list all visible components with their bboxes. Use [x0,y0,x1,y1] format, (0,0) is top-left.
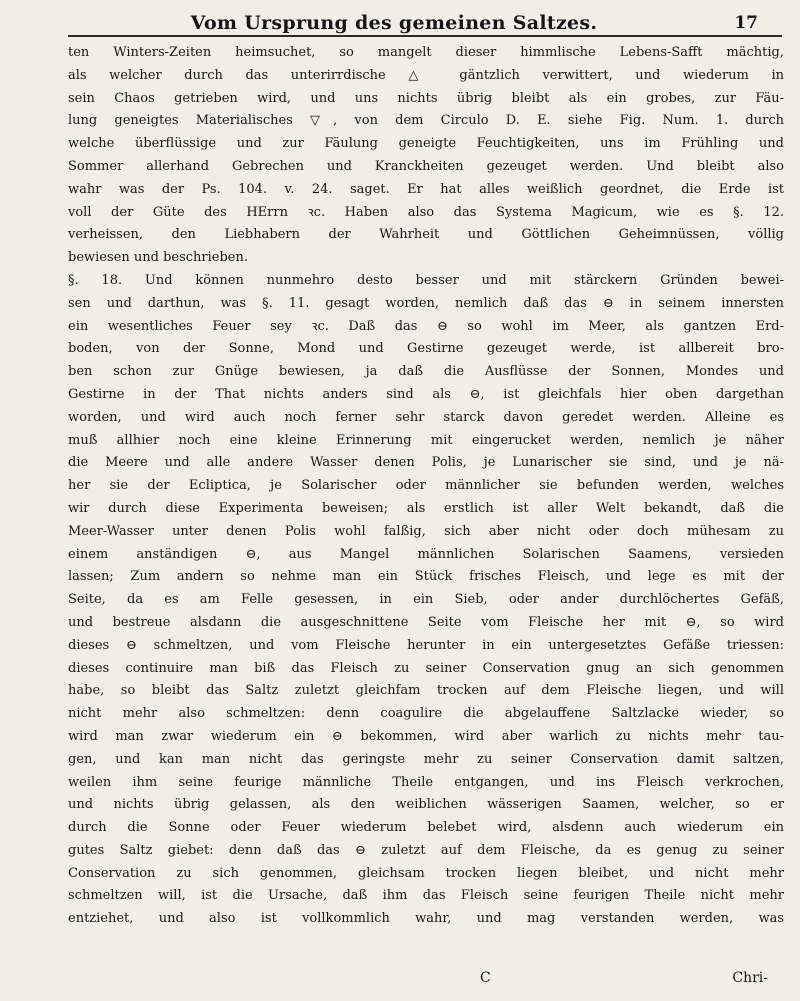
catchword: Chri- [732,970,768,986]
text-line: Gestirne in der That nichts anders sind als ⊖, ist gleichfals hier oben dargethan [68,386,784,402]
text-line: einem anständigen ⊖, aus Mangel männlichen Solarischen Saamens, versieden [68,546,784,562]
page-number: 17 [734,13,758,33]
text-line: Conservation zu sich genommen, gleichsam trocken liegen bleibet, und nicht mehr [68,865,784,881]
text-line: sein Chaos getrieben wird, und uns nichts übrig bleibt als ein grobes, zur Fäu- [68,90,784,106]
text-line: sen und darthun, was §. 11. gesagt worden, nemlich daß das ⊖ in seinem innersten [68,295,784,311]
text-line: worden, und wird auch noch ferner sehr starck davon geredet werden. Alleine es [68,409,784,425]
text-line: entziehet, und also ist vollkommlich wahr, und mag verstanden werden, was [68,911,784,927]
text-line: Seite, da es am Felle gesessen, in ein Sieb, oder ander durchlöchertes Gefäß, [68,592,784,608]
text-line: habe, so bleibt das Saltz zuletzt gleichfam trocken auf dem Fleische liegen, und will [68,683,784,699]
text-line: und bestreue alsdann die ausgeschnittene Seite vom Fleische her mit ⊖, so wird [68,614,784,630]
text-line: ten Winters-Zeiten heimsuchet, so mangelt dieser himmlische Lebens-Safft mächtig, [68,45,784,60]
text-line: lassen; Zum andern so nehme man ein Stück frisches Fleisch, und lege es mit der [68,569,784,585]
text-line: Meer-Wasser unter denen Polis wohl falßig, sich aber nicht oder doch mühesam zu [68,523,784,539]
text-line: die Meere und alle andere Wasser denen Polis, je Lunarischer sie sind, und je nä- [68,455,784,471]
text-line: durch die Sonne oder Feuer wiederum belebet wird, alsdenn auch wiederum ein [68,820,784,836]
text-line: muß allhier noch eine kleine Erinnerung mit eingerucket werden, nemlich je näher [68,432,784,448]
text-line: wir durch diese Experimenta beweisen; als erstlich ist aller Welt bekandt, daß die [68,500,784,516]
body-text [68,42,784,931]
text-line: nicht mehr also schmeltzen: denn coagulire die abgelauffene Saltzlacke wieder, so [68,706,784,722]
text-line: ben schon zur Gnüge bewiesen, ja daß die Ausflüsse der Sonnen, Mondes und [68,364,784,380]
text-line: boden, von der Sonne, Mond und Gestirne gezeuget werde, ist allbereit bro- [68,341,784,357]
text-line: bewiesen und beschrieben. [68,250,248,266]
text-line: verheissen, den Liebhabern der Wahrheit und Göttlichen Geheimnüssen, völlig [68,227,784,243]
text-line: gutes Saltz giebet: denn daß das ⊖ zuletzt auf dem Fleische, da es genug zu seiner [68,842,784,858]
text-line: dieses ⊖ schmeltzen, und vom Fleische herunter in ein untergesetztes Gefäße triessen: [68,637,784,653]
running-title: Vom Ursprung des gemeinen Saltzes. [190,12,598,34]
text-line: lung geneigtes Materialisches ▽, von dem Circulo D. E. siehe Fig. Num. 1. durch [68,113,784,129]
text-line: schmeltzen will, ist die Ursache, daß ihm das Fleisch seine feurigen Theile nicht mehr [68,888,784,904]
text-line: welche überflüssige und zur Fäulung geneigte Feuchtigkeiten, uns im Frühling und [68,136,784,152]
header-rule [68,35,782,37]
text-line: voll der Güte des HErrn ꝛc. Haben also das Systema Magicum, wie es §. 12. [68,204,784,220]
text-line: ein wesentliches Feuer sey ꝛc. Daß das ⊖ so wohl im Meer, als gantzen Erd- [68,318,784,334]
text-line: her sie der Ecliptica, je Solarischer oder männlicher sie befunden werden, welches [68,478,784,494]
text-line: §. 18. Und können nunmehro desto besser und mit stärckern Gründen bewei- [68,272,784,288]
text-line: gen, und kan man nicht das geringste mehr zu seiner Conservation damit saltzen, [68,751,784,767]
text-line: als welcher durch das unterirrdische △ gäntzlich verwittert, und wiederum in [68,67,784,83]
text-line: wird man zwar wiederum ein ⊖ bekommen, wird aber warlich zu nichts mehr tau- [68,728,784,744]
text-line: wahr was der Ps. 104. v. 24. saget. Er hat alles weißlich geordnet, die Erde ist [68,181,784,197]
text-line: und nichts übrig gelassen, als den weiblichen wässerigen Saamen, welcher, so er [68,797,784,813]
signature-mark: C [480,970,491,986]
text-line: weilen ihm seine feurige männliche Theile entgangen, und ins Fleisch verkrochen, [68,774,784,790]
text-line: Sommer allerhand Gebrechen und Kranckheiten gezeuget werden. Und bleibt also [68,158,784,174]
text-line: dieses continuire man biß das Fleisch zu seiner Conservation gnug an sich genommen [68,660,784,676]
running-head [68,8,780,38]
